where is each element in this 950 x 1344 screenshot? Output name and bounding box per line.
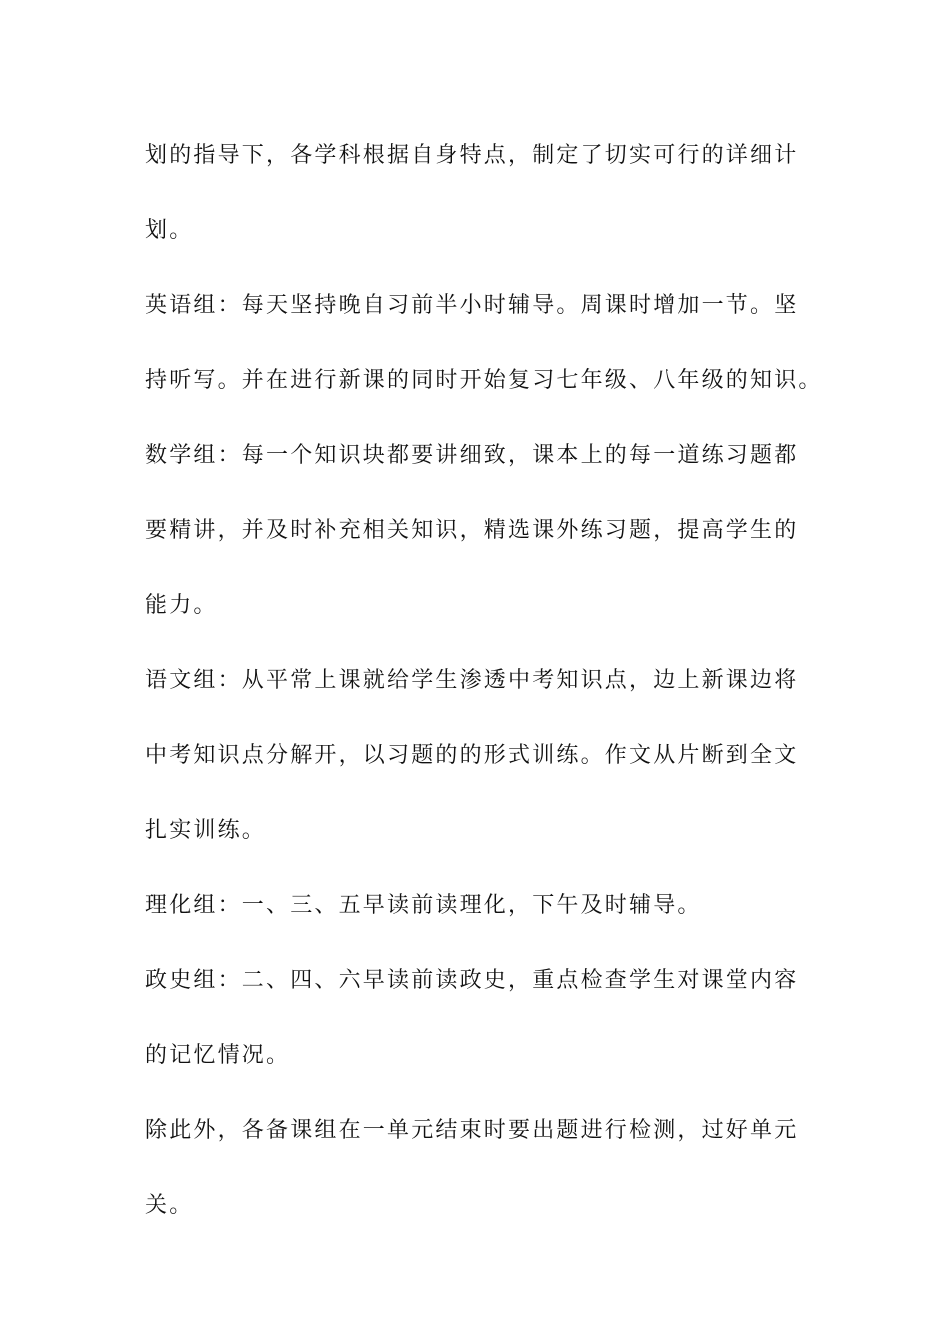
text-line: 关。 <box>145 1193 194 1218</box>
text-line: 政史组：二、四、六早读前读政史，重点检查学生对课堂内容 <box>145 968 799 993</box>
text-line: 中考知识点分解开，以习题的的形式训练。作文从片断到全文 <box>145 743 799 768</box>
document-body <box>145 128 823 1253</box>
text-line: 的记忆情况。 <box>145 1043 291 1068</box>
text-line: 划。 <box>145 218 194 243</box>
text-line: 英语组：每天坚持晚自习前半小时辅导。周课时增加一节。坚 <box>145 293 799 318</box>
text-line: 能力。 <box>145 593 218 618</box>
text-line: 要精讲，并及时补充相关知识，精选课外练习题，提高学生的 <box>145 518 799 543</box>
text-line: 持听写。并在进行新课的同时开始复习七年级、八年级的知识。 <box>145 368 823 393</box>
text-line: 语文组：从平常上课就给学生渗透中考知识点，边上新课边将 <box>145 668 799 693</box>
text-line: 划的指导下，各学科根据自身特点，制定了切实可行的详细计 <box>145 143 799 168</box>
text-line: 理化组：一、三、五早读前读理化，下午及时辅导。 <box>145 893 702 918</box>
text-line: 数学组：每一个知识块都要讲细致，课本上的每一道练习题都 <box>145 443 799 468</box>
text-line: 除此外，各备课组在一单元结束时要出题进行检测，过好单元 <box>145 1118 799 1143</box>
text-line: 扎实训练。 <box>145 818 267 843</box>
